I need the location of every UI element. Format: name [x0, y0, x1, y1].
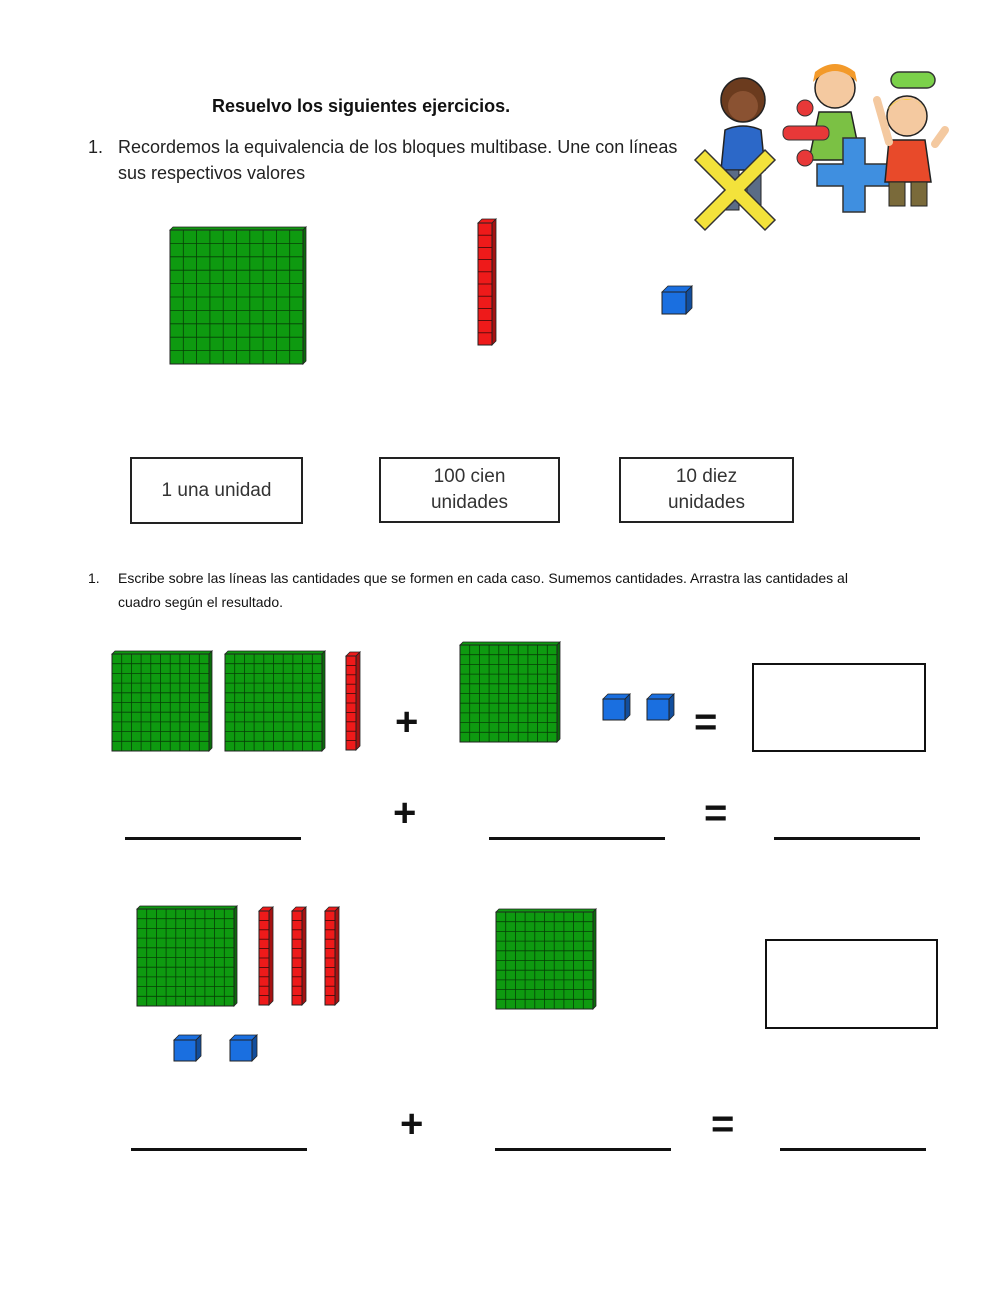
equals-sign: = [694, 700, 718, 744]
ten-rod [346, 652, 360, 750]
value-label-ten[interactable] [619, 457, 794, 523]
plus-sign: + [393, 791, 417, 835]
question-text: Recordemos la equivalencia de los bloques multibase. Une con líneas sus respectivos valores [118, 137, 678, 183]
answer-line[interactable] [774, 837, 920, 840]
kids-math-symbols-illustration [695, 60, 957, 240]
hundred-block [496, 909, 596, 1009]
answer-line[interactable] [489, 837, 665, 840]
hundred-block [170, 227, 306, 364]
hundred-block [225, 651, 325, 751]
plus-sign: + [395, 700, 419, 744]
question-1 [88, 134, 688, 186]
value-label-hundred[interactable] [379, 457, 560, 523]
ten-rod [292, 907, 306, 1005]
plus-sign: + [400, 1102, 424, 1146]
value-label-one[interactable] [130, 457, 303, 524]
ten-rod [259, 907, 273, 1005]
question-number: 1. [88, 137, 104, 157]
answer-drop-box[interactable] [765, 939, 938, 1029]
equals-sign: = [711, 1102, 735, 1146]
unit-cube [174, 1035, 201, 1061]
hundred-block [137, 906, 237, 1006]
value-label-text: 100 cien unidades [430, 466, 509, 513]
answer-line[interactable] [125, 837, 301, 840]
answer-line[interactable] [131, 1148, 307, 1151]
hundred-block [460, 642, 560, 742]
unit-cube [230, 1035, 257, 1061]
value-label-text: 10 diez unidades [667, 466, 746, 513]
answer-line[interactable] [495, 1148, 671, 1151]
hundred-block [112, 651, 212, 751]
unit-cube [662, 286, 692, 314]
answer-line[interactable] [780, 1148, 926, 1151]
unit-cube [647, 694, 674, 720]
answer-drop-box[interactable] [752, 663, 926, 752]
ten-rod [478, 219, 496, 345]
question-number: 1. [88, 570, 100, 586]
equals-sign: = [704, 791, 728, 835]
ten-rod [325, 907, 339, 1005]
page-title: Resuelvo los siguientes ejercicios. [212, 96, 511, 116]
unit-cube [603, 694, 630, 720]
value-label-text: 1 una unidad [161, 479, 272, 501]
question-2 [88, 566, 888, 614]
question-text: Escribe sobre las líneas las cantidades que se formen en cada caso. Sumemos cantidades. Arrastra las cantidades al cuadro según el resultado. [118, 570, 848, 610]
